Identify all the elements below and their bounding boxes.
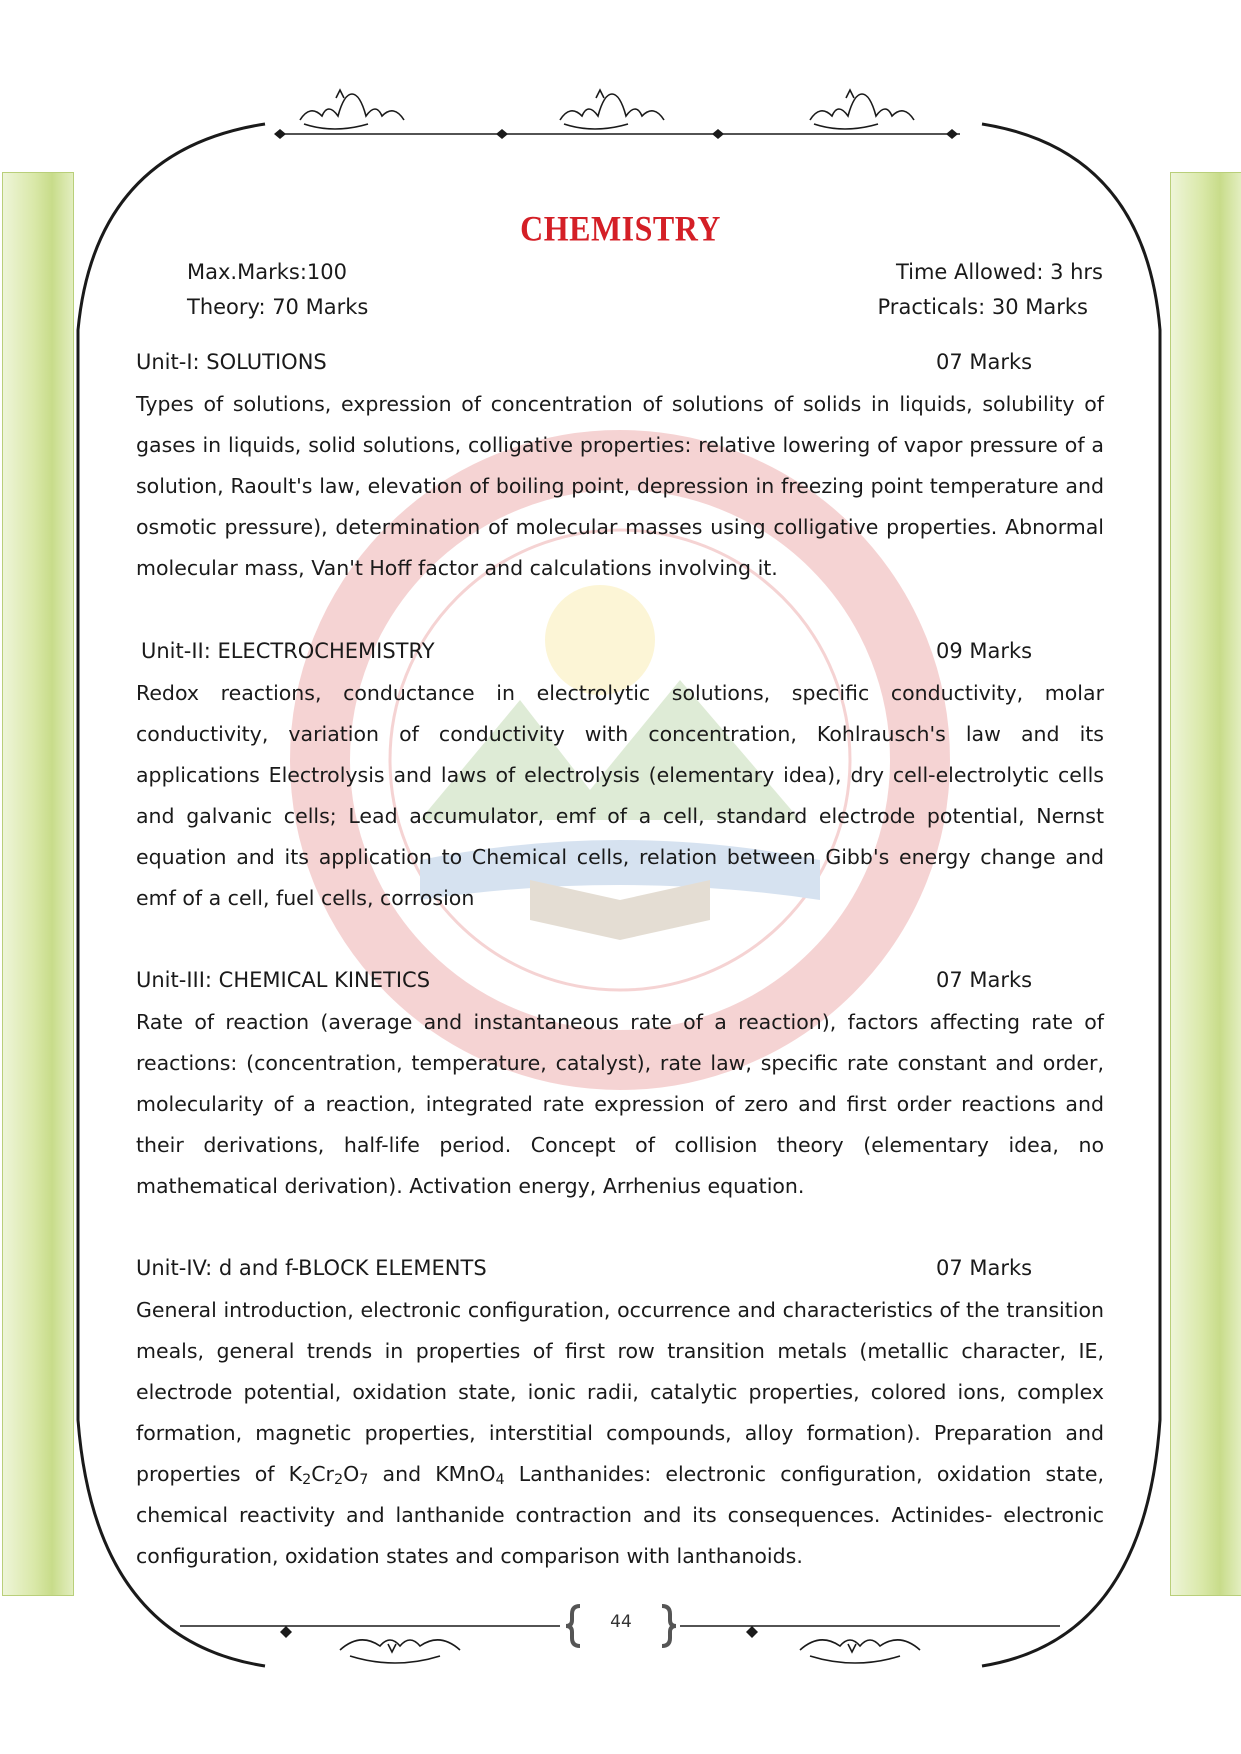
page-number: 44 [610,1612,632,1632]
unit-4-text-part-2: Preparation and properties of $K_2Cr_2O_7$ and KMnO$_4$ Lanthanides: electronic configuration, oxidation state, chemical reactivity and lanthanide contraction and its consequences. Actinides- electronic configuration, oxidation states and comparison with lanthanoids. [136,1421,1104,1568]
unit-3-marks: 07 Marks [936,968,1033,992]
bottom-ornaments [340,1640,920,1663]
unit-3-description: Rate of reaction (average and instantaneous rate of a reaction), factors affecting rate of reactions: (concentration, temperature, catalyst), rate law, specific rate constant and order, molecularity of a reaction, integrated rate expression of zero and first order reactions and their derivations, half-life period. Concept of collision theory (elementary idea, no mathematical derivation). Activation energy, Arrhenius equation. [136,1010,1104,1198]
unit-4-text-part-1: General introduction, electronic configuration, occurrence and characteristics of the transition meals, general trends in properties of first row transition metals (metallic character, IE, electrode potential, oxidation state, ionic radii, catalytic properties, colored ions, complex formation, magnetic properties, interstitial compounds, alloy formation). [136,1298,1104,1445]
unit-4-marks: 07 Marks [936,1256,1033,1280]
unit-2-heading: Unit-II: ELECTROCHEMISTRY [141,639,435,663]
unit-1-heading: Unit-I: SOLUTIONS [136,350,327,374]
unit-1-description: Types of solutions, expression of concentration of solutions of solids in liquids, solubility of gases in liquids, solid solutions, colligative properties: relative lowering of vapor pressure of a solution, Raoult's law, elevation of boiling point, depression in freezing point temperature and osmotic pressure), determination of molecular masses using colligative properties. Abnormal molecular mass, Van't Hoff factor and calculations involving it. [136,392,1104,580]
unit-2-description: Redox reactions, conductance in electrolytic solutions, specific conductivity, molar conductivity, variation of conductivity with concentration, Kohlrausch's law and its applications Electrolysis and laws of electrolysis (elementary idea), dry cell-electrolytic cells and galvanic cells; Lead accumulator, emf of a cell, standard electrode potential, Nernst equation and its application to Chemical cells, relation between Gibb's energy change and emf of a cell, fuel cells, corrosion [136,681,1104,910]
practical-marks: Practicals: 30 Marks [877,295,1088,319]
top-ornaments [300,90,914,129]
max-marks: Max.Marks:100 [187,260,347,284]
unit-4-description [136,1290,1104,1577]
theory-marks: Theory: 70 Marks [187,295,369,319]
unit-2-marks: 09 Marks [936,639,1033,663]
unit-4-heading: Unit-IV: d and f-BLOCK ELEMENTS [136,1256,487,1280]
unit-3-heading: Unit-III: CHEMICAL KINETICS [136,968,431,992]
unit-1-marks: 07 Marks [936,350,1033,374]
page-title: CHEMISTRY [520,207,721,249]
time-allowed: Time Allowed: 3 hrs [895,260,1103,284]
